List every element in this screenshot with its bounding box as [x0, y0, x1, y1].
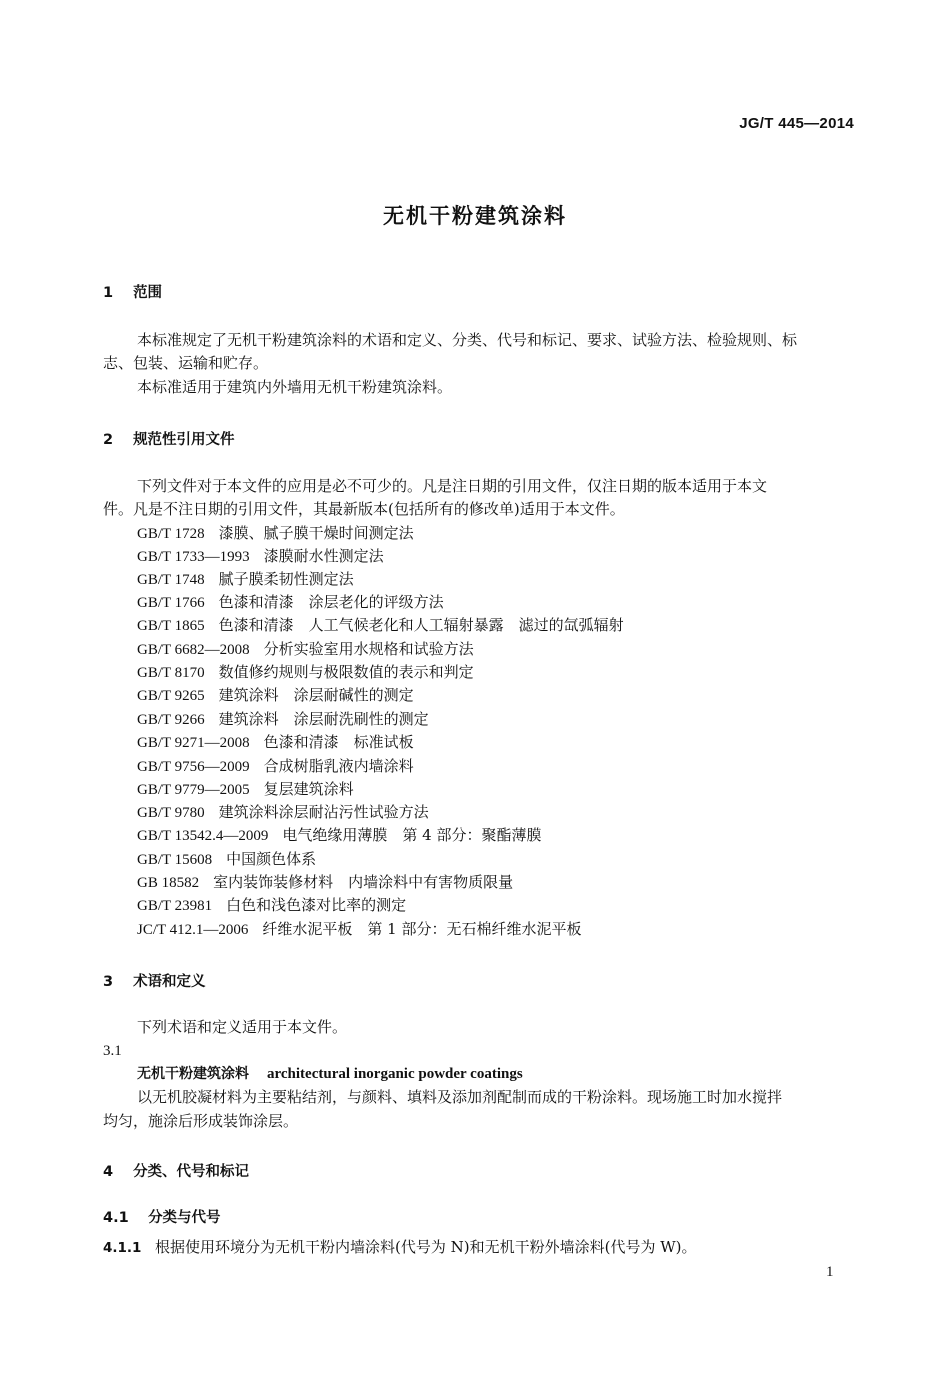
reference-item	[137, 871, 513, 892]
reference-name: 室内装饰装修材料 内墙涂料中有害物质限量	[213, 873, 514, 891]
scope-paragraph-2: 本标准适用于建筑内外墙用无机干粉建筑涂料。	[137, 378, 453, 396]
clause-number: 3.1	[103, 1043, 122, 1059]
reference-code: GB/T 1748	[137, 572, 205, 588]
scope-paragraph-1-line-1: 本标准规定了无机干粉建筑涂料的术语和定义、分类、代号和标记、要求、试验方法、检验规则、标	[137, 331, 798, 349]
reference-name: 数值修约规则与极限数值的表示和判定	[218, 663, 474, 681]
section-2-heading	[103, 428, 235, 449]
subsection-title: 分类与代号	[148, 1210, 221, 1226]
section-number: 1	[103, 285, 114, 301]
reference-name: 中国颜色体系	[226, 850, 317, 868]
reference-name: 腻子膜柔韧性测定法	[218, 570, 354, 588]
section-title: 分类、代号和标记	[133, 1164, 250, 1180]
term-chinese: 无机干粉建筑涂料	[137, 1066, 249, 1082]
reference-name: 漆膜、腻子膜干燥时间测定法	[218, 524, 414, 542]
reference-item	[137, 824, 542, 845]
reference-item	[137, 918, 582, 939]
reference-code: GB/T 9271—2008	[137, 735, 250, 751]
standard-code: JG/T 445—2014	[739, 115, 854, 132]
reference-name: 色漆和清漆 人工气候老化和人工辐射暴露 滤过的氙弧辐射	[218, 616, 624, 634]
reference-name: 白色和浅色漆对比率的测定	[226, 896, 407, 914]
reference-code: GB/T 1865	[137, 618, 205, 634]
document-title: 无机干粉建筑涂料	[383, 204, 567, 228]
reference-code: GB/T 9756—2009	[137, 759, 250, 775]
reference-name: 色漆和清漆 标准试板	[263, 733, 414, 751]
reference-code: GB/T 8170	[137, 665, 205, 681]
reference-name: 建筑涂料 涂层耐洗刷性的测定	[218, 710, 429, 728]
reference-name: 建筑涂料 涂层耐碱性的测定	[218, 686, 414, 704]
reference-item	[137, 801, 429, 822]
reference-name: 漆膜耐水性测定法	[263, 547, 384, 565]
term-english: architectural inorganic powder coatings	[267, 1066, 523, 1082]
reference-code: GB/T 15608	[137, 852, 213, 868]
reference-name: 电气绝缘用薄膜 第 4 部分：聚酯薄膜	[282, 826, 542, 844]
reference-item	[137, 545, 384, 566]
reference-item	[137, 661, 474, 682]
term-entry	[137, 1062, 523, 1086]
reference-item	[137, 778, 354, 799]
scope-paragraph-1-line-2: 志、包装、运输和贮存。	[103, 354, 269, 372]
section-number: 2	[103, 432, 114, 448]
reference-code: GB 18582	[137, 875, 200, 891]
reference-code: GB/T 1728	[137, 526, 205, 542]
reference-item	[137, 708, 429, 729]
reference-name: 分析实验室用水规格和试验方法	[263, 640, 474, 658]
section-title: 范围	[133, 285, 163, 301]
clause-number: 4.1.1	[103, 1240, 142, 1256]
reference-item	[137, 755, 414, 776]
reference-item	[137, 568, 354, 589]
reference-name: 复层建筑涂料	[263, 780, 354, 798]
section-title: 术语和定义	[133, 974, 206, 990]
reference-item	[137, 522, 414, 543]
reference-name: 纤维水泥平板 第 1 部分：无石棉纤维水泥平板	[262, 920, 582, 938]
section-title: 规范性引用文件	[133, 432, 235, 448]
subsection-4-1-heading	[103, 1206, 221, 1227]
subsection-number: 4.1	[103, 1210, 129, 1226]
reference-item	[137, 684, 414, 705]
reference-code: GB/T 13542.4—2009	[137, 828, 269, 844]
section-1-heading	[103, 281, 162, 302]
reference-code: GB/T 1766	[137, 595, 205, 611]
reference-code: GB/T 23981	[137, 898, 213, 914]
reference-item	[137, 731, 414, 752]
clause-text: 根据使用环境分为无机干粉内墙涂料(代号为 N)和无机干粉外墙涂料(代号为 W)。	[155, 1238, 697, 1256]
references-intro-line-2: 件。凡是不注日期的引用文件，其最新版本(包括所有的修改单)适用于本文件。	[103, 500, 625, 518]
reference-name: 合成树脂乳液内墙涂料	[263, 757, 414, 775]
reference-name: 色漆和清漆 涂层老化的评级方法	[218, 593, 444, 611]
section-3-heading	[103, 970, 206, 991]
reference-code: JC/T 412.1—2006	[137, 922, 249, 938]
references-intro-line-1: 下列文件对于本文件的应用是必不可少的。凡是注日期的引用文件，仅注日期的版本适用于本文	[137, 477, 768, 495]
terms-intro: 下列术语和定义适用于本文件。	[137, 1018, 348, 1036]
page-number: 1	[826, 1264, 834, 1280]
reference-item	[137, 591, 444, 612]
section-number: 3	[103, 974, 114, 990]
reference-code: GB/T 6682—2008	[137, 642, 250, 658]
reference-item	[137, 638, 474, 659]
term-definition-line-1: 以无机胶凝材料为主要粘结剂，与颜料、填料及添加剂配制而成的干粉涂料。现场施工时加水搅拌	[137, 1088, 783, 1106]
reference-item	[137, 848, 316, 869]
reference-name: 建筑涂料涂层耐沾污性试验方法	[218, 803, 429, 821]
reference-code: GB/T 9265	[137, 688, 205, 704]
reference-item	[137, 614, 624, 635]
clause-4-1-1	[103, 1236, 697, 1260]
section-number: 4	[103, 1164, 114, 1180]
reference-code: GB/T 9780	[137, 805, 205, 821]
reference-item	[137, 894, 406, 915]
term-definition-line-2: 均匀，施涂后形成装饰涂层。	[103, 1112, 299, 1130]
reference-code: GB/T 9779—2005	[137, 782, 250, 798]
reference-code: GB/T 9266	[137, 712, 205, 728]
section-4-heading	[103, 1160, 249, 1181]
reference-code: GB/T 1733—1993	[137, 549, 250, 565]
